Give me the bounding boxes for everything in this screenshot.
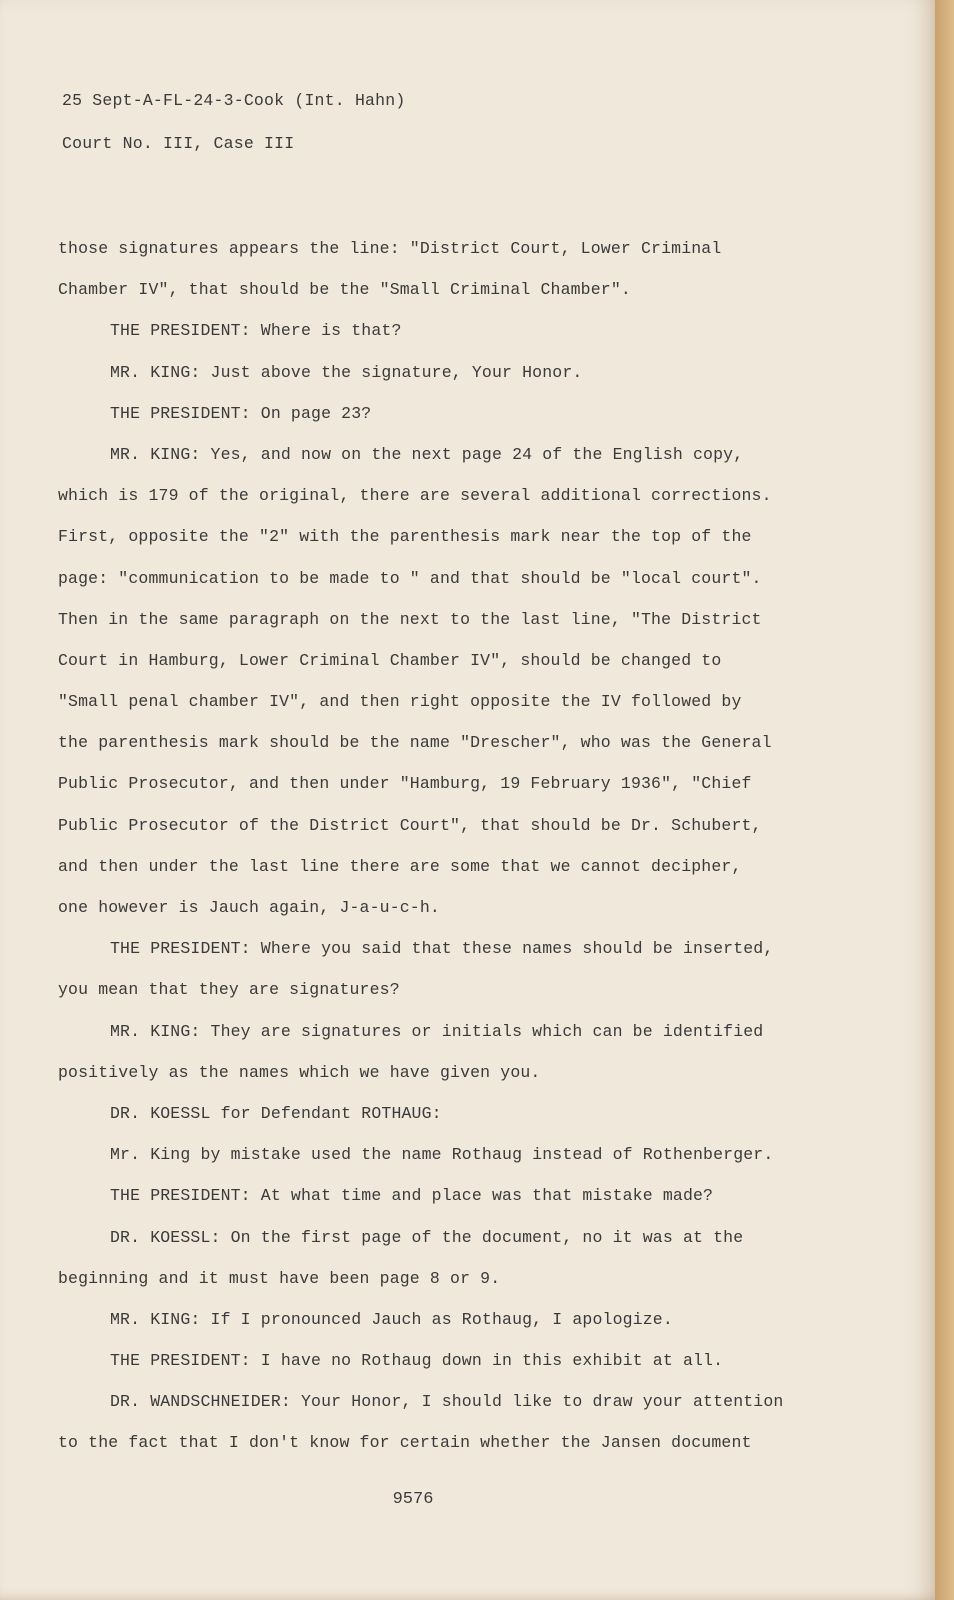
transcript-line: Public Prosecutor of the District Court", that should be Dr. Schubert, <box>58 815 762 835</box>
transcript-line: MR. KING: They are signatures or initials which can be identified <box>110 1021 764 1041</box>
transcript-line: page: "communication to be made to " and that should be "local court". <box>58 568 762 588</box>
transcript-line: THE PRESIDENT: At what time and place was that mistake made? <box>110 1186 714 1206</box>
transcript-line: DR. KOESSL: On the first page of the document, no it was at the <box>110 1227 744 1247</box>
page-number: 9576 <box>392 1490 434 1509</box>
header-reference: 25 Sept-A-FL-24-3-Cook (Int. Hahn) <box>62 91 406 110</box>
header-court-case: Court No. III, Case III <box>62 134 295 153</box>
paper-edge <box>935 0 954 1600</box>
transcript-line: MR. KING: Just above the signature, Your Honor. <box>110 362 583 382</box>
transcript-body <box>58 228 798 1464</box>
transcript-line: the parenthesis mark should be the name "Drescher", who was the General <box>58 733 772 753</box>
transcript-line: beginning and it must have been page 8 or 9. <box>58 1268 501 1288</box>
transcript-line: THE PRESIDENT: I have no Rothaug down in this exhibit at all. <box>110 1351 724 1371</box>
transcript-line: and then under the last line there are some that we cannot decipher, <box>58 856 742 876</box>
transcript-line: Chamber IV", that should be the "Small Criminal Chamber". <box>58 280 631 300</box>
transcript-line: THE PRESIDENT: Where is that? <box>110 321 402 341</box>
transcript-line: positively as the names which we have given you. <box>58 1062 541 1082</box>
transcript-line: Mr. King by mistake used the name Rothaug instead of Rothenberger. <box>110 1145 774 1165</box>
transcript-line: "Small penal chamber IV", and then right opposite the IV followed by <box>58 692 742 712</box>
transcript-line: Court in Hamburg, Lower Criminal Chamber IV", should be changed to <box>58 650 722 670</box>
transcript-line: DR. WANDSCHNEIDER: Your Honor, I should like to draw your attention <box>110 1392 784 1412</box>
transcript-line: DR. KOESSL for Defendant ROTHAUG: <box>110 1103 442 1123</box>
transcript-line: MR. KING: Yes, and now on the next page 24 of the English copy, <box>110 444 744 464</box>
transcript-line: those signatures appears the line: "District Court, Lower Criminal <box>58 239 722 258</box>
transcript-line: you mean that they are signatures? <box>58 980 400 1000</box>
transcript-line: which is 179 of the original, there are several additional corrections. <box>58 486 772 506</box>
transcript-line: MR. KING: If I pronounced Jauch as Rothaug, I apologize. <box>110 1309 673 1329</box>
transcript-line: First, opposite the "2" with the parenthesis mark near the top of the <box>58 527 752 547</box>
transcript-line: Then in the same paragraph on the next to the last line, "The District <box>58 609 762 629</box>
transcript-line: Public Prosecutor, and then under "Hamburg, 19 February 1936", "Chief <box>58 774 752 794</box>
transcript-line: THE PRESIDENT: On page 23? <box>110 403 372 423</box>
transcript-line: to the fact that I don't know for certain whether the Jansen document <box>58 1433 752 1453</box>
transcript-line: one however is Jauch again, J-a-u-c-h. <box>58 898 440 917</box>
transcript-line: THE PRESIDENT: Where you said that these names should be inserted, <box>110 939 774 959</box>
